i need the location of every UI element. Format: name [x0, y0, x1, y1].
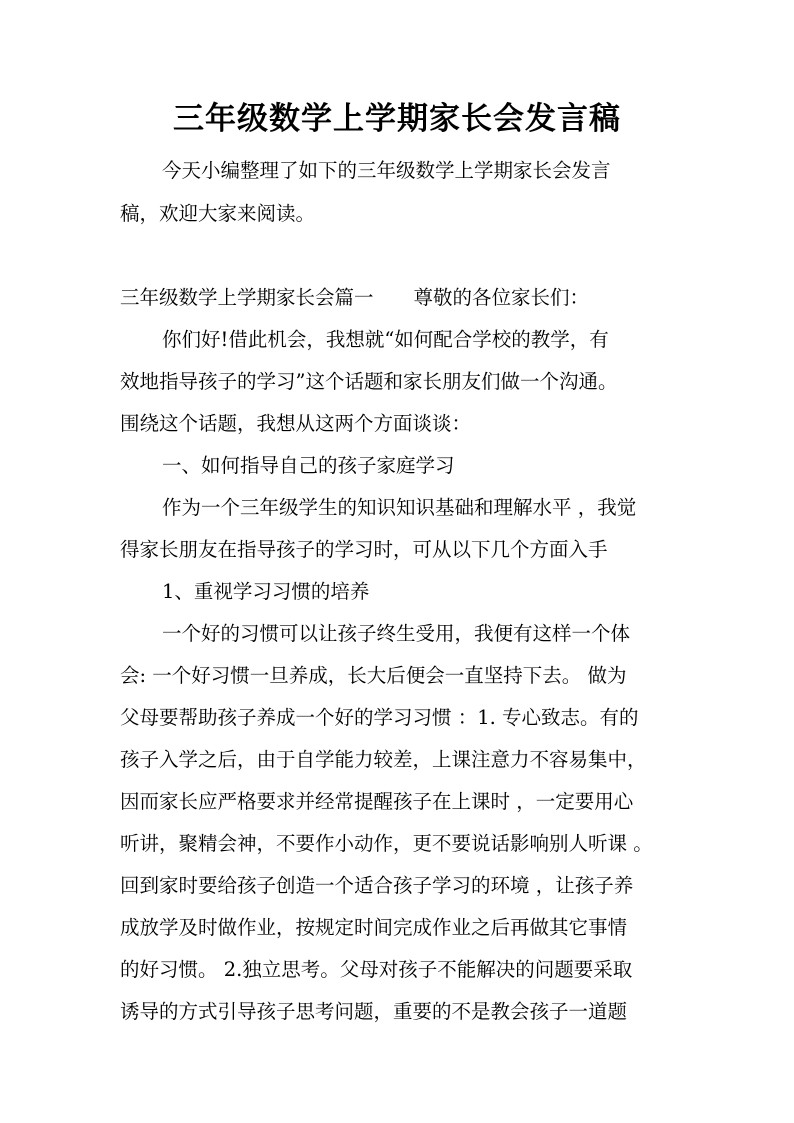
paragraph-line: 效地指导孩子的学习”这个话题和家长朋友们做一个沟通。 [120, 370, 618, 393]
paragraph-line: 回到家时要给孩子创造一个适合孩子学习的环境 ，让孩子养 [120, 874, 634, 897]
paragraph-line: 你们好!借此机会，我想就“如何配合学校的教学，有 [162, 328, 609, 351]
paragraph-line: 的好习惯。 2.独立思考。父母对孩子不能解决的问题要采取 [120, 958, 633, 981]
intro-line-2: 稿，欢迎大家来阅读。 [120, 202, 316, 225]
paragraph-line: 作为一个三年级学生的知识知识基础和理解水平 ，我觉 [162, 496, 637, 519]
paragraph-line: 父母要帮助孩子养成一个好的学习习惯 ：1. 专心致志。有的 [120, 706, 639, 729]
paragraph-line: 因而家长应严格要求并经常提醒孩子在上课时 ，一定要用心 [120, 790, 634, 813]
paragraph-line: 围绕这个话题，我想从这两个方面谈谈： [120, 412, 472, 435]
paragraph-line: 一个好的习惯可以让孩子终生受用，我便有这样一个体 [162, 622, 631, 645]
paragraph-line: 成放学及时做作业，按规定时间完成作业之后再做其它事情 [120, 916, 628, 939]
section-subheading: 一、如何指导自己的孩子家庭学习 [162, 454, 455, 477]
paragraph-line: 诱导的方式引导孩子思考问题，重要的不是教会孩子一道题 [120, 1000, 628, 1023]
salutation: 尊敬的各位家长们： [413, 286, 590, 309]
section-heading-line [120, 283, 589, 313]
numbered-subheading: 1、重视学习习惯的培养 [162, 580, 370, 603]
paragraph-line: 得家长朋友在指导孩子的学习时，可从以下几个方面入手 [120, 538, 608, 561]
document-title: 三年级数学上学期家长会发言稿 [173, 101, 621, 137]
section-heading: 三年级数学上学期家长会篇一 [120, 286, 374, 309]
paragraph-line: 会: 一个好习惯一旦养成，长大后便会一直坚持下去。 做为 [120, 664, 627, 687]
paragraph-line: 听讲，聚精会神，不要作小动作，更不要说话影响别人听课 。 [120, 832, 653, 855]
paragraph-line: 孩子入学之后，由于自学能力较差，上课注意力不容易集中， [120, 748, 647, 771]
intro-line-1: 今天小编整理了如下的三年级数学上学期家长会发言 [162, 159, 611, 182]
